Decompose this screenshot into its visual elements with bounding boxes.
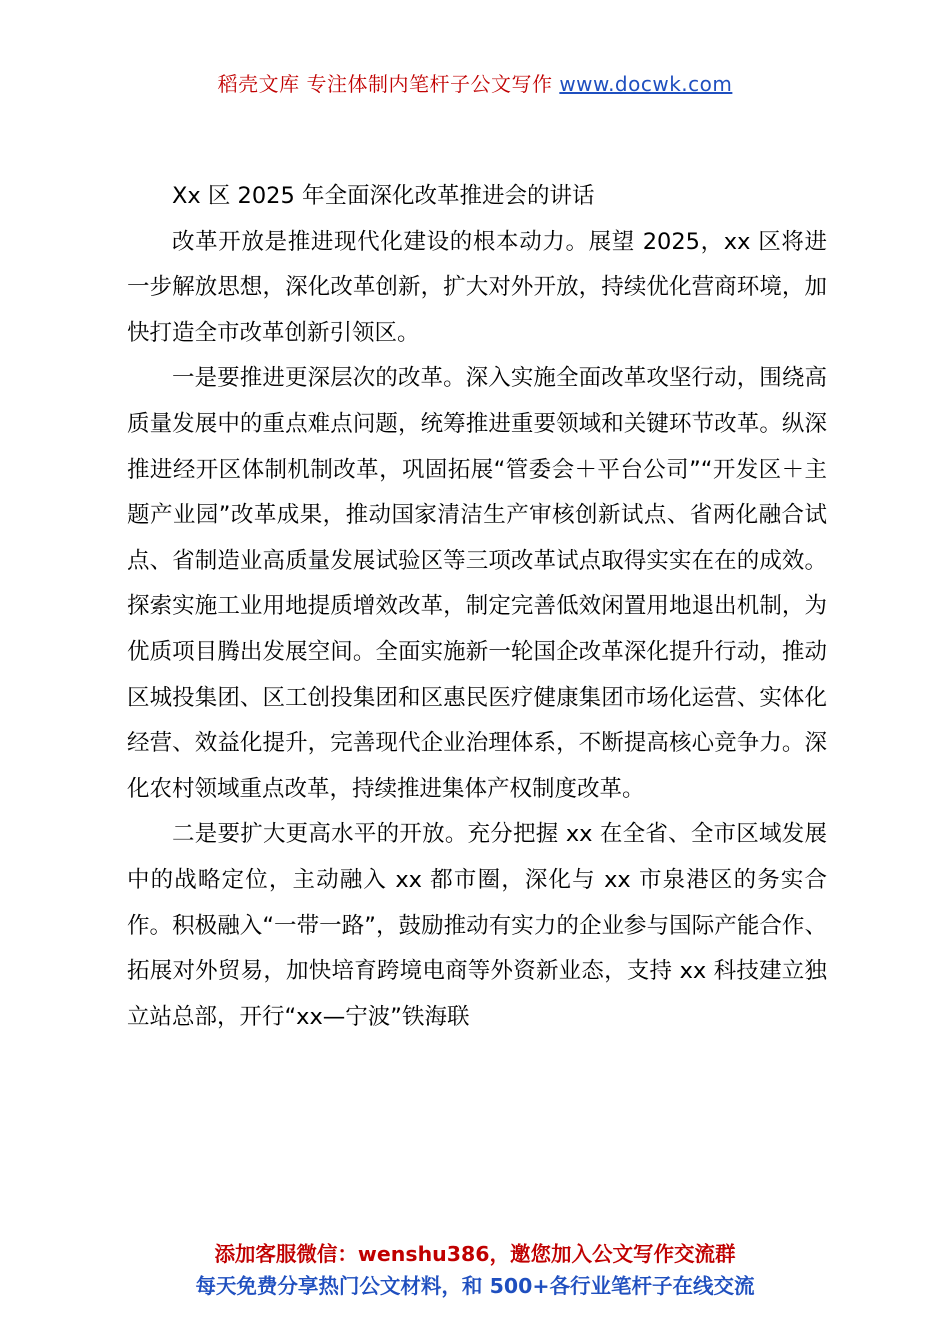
paragraph-reform: 一是要推进更深层次的改革。深入实施全面改革攻坚行动，围绕高质量发展中的重点难点问题，统筹推进重要领域和关键环节改革。纵深推进经开区体制机制改革，巩固拓展“管委会＋平台公司”“开发区＋主题产业园”改革成果，推动国家清洁生产审核创新试点、省两化融合试点、省制造业高质量发展试验区等三项改革试点取得实实在在的成效。探索实施工业用地提质增效改革，制定完善低效闲置用地退出机制，为优质项目腾出发展空间。全面实施新一轮国企改革深化提升行动，推动区城投集团、区工创投集团和区惠民医疗健康集团市场化运营、实体化经营、效益化提升，完善现代企业治理体系，不断提高核心竞争力。深化农村领域重点改革，持续推进集体产权制度改革。 [127, 365, 827, 802]
header-website-link[interactable]: www.docwk.com [559, 72, 733, 96]
footer-promo-line: 每天免费分享热门公文材料，和 500+各行业笔杆子在线交流 [195, 1274, 755, 1298]
document-title: Xx 区 2025 年全面深化改革推进会的讲话 [172, 183, 595, 209]
page-footer [0, 1238, 950, 1302]
paragraph-intro: 改革开放是推进现代化建设的根本动力。展望 2025，xx 区将进一步解放思想，深化改革创新，扩大对外开放，持续优化营商环境，加快打造全市改革创新引领区。 [127, 228, 827, 346]
footer-contact-line: 添加客服微信：wenshu386，邀您加入公文写作交流群 [214, 1242, 736, 1266]
paragraph-opening: 二是要扩大更高水平的开放。充分把握 xx 在全省、全市区域发展中的战略定位，主动融入 xx 都市圈，深化与 xx 市泉港区的务实合作。积极融入“一带一路”，鼓励推动有实力的企业参与国际产能合作、拓展对外贸易，加快培育跨境电商等外资新业态，支持 xx 科技建立独立站总部，开行“xx—宁波”铁海联 [127, 821, 827, 1030]
header-brand-text: 稻壳文库 专注体制内笔杆子公文写作 [217, 72, 560, 96]
page-header [0, 68, 950, 100]
document-body [127, 174, 827, 1040]
